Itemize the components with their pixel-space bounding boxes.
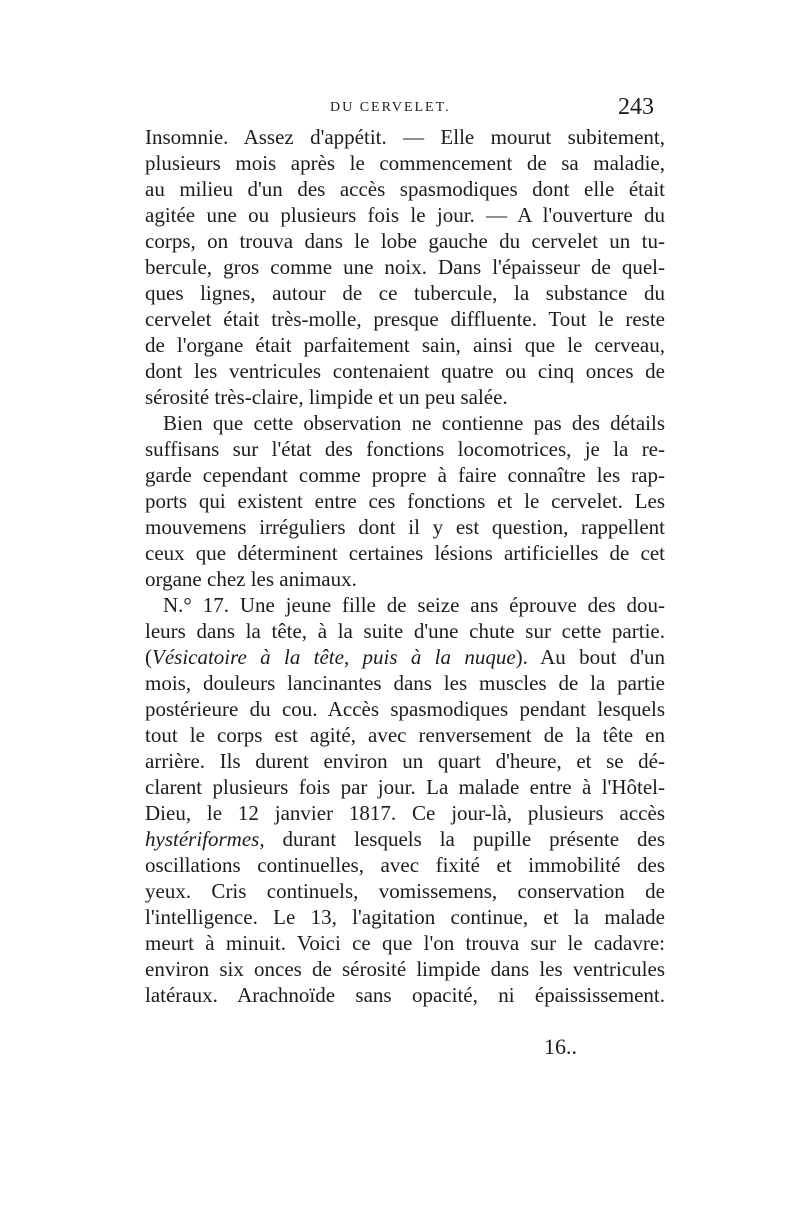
text-line-27: Dieu, le 12 janvier 1817. Ce jour-là, plusieurs accès <box>145 801 665 825</box>
text-line-34: latéraux. Arachnoïde sans opacité, ni épaississement. <box>145 983 665 1007</box>
text-line-18: organe chez les animaux. <box>145 567 357 591</box>
running-title: DU CERVELET. <box>330 100 451 115</box>
text-line-11: sérosité très-claire, limpide et un peu salée. <box>145 385 508 409</box>
signature-mark: 16.. <box>544 1034 577 1059</box>
text-line-20: leurs dans la tête, à la suite d'une chute sur cette partie. <box>145 619 665 643</box>
line21-remainder: ). Au bout d'un <box>515 645 666 669</box>
text-line-30: yeux. Cris continuels, vomissemens, conservation de <box>145 879 665 903</box>
text-line-14: garde cependant comme propre à faire connaître les rap- <box>145 463 665 487</box>
line28-remainder: , durant lesquels la pupille présente des <box>259 827 665 851</box>
text-line-19: N.° 17. Une jeune fille de seize ans éprouve des dou- <box>163 593 665 617</box>
page-number: 243 <box>618 94 654 120</box>
text-line-26: clarent plusieurs fois par jour. La malade entre à l'Hôtel- <box>145 775 665 799</box>
text-line-7: ques lignes, autour de ce tubercule, la substance du <box>145 281 665 305</box>
text-line-17: ceux que déterminent certaines lésions artificielles de cet <box>145 541 665 565</box>
text-line-29: oscillations continuelles, avec fixité et immobilité des <box>145 853 665 877</box>
text-line-24: tout le corps est agité, avec renversement de la tête en <box>145 723 665 747</box>
text-line-8: cervelet était très-molle, presque diffluente. Tout le reste <box>145 307 665 331</box>
italic-hysteriformes: hystériformes <box>145 827 260 851</box>
text-line-16: mouvemens irréguliers dont il y est question, rappellent <box>145 515 665 539</box>
body-text <box>145 124 665 1008</box>
italic-remedy: Vésicatoire à la tête, puis à la nuque <box>152 645 516 669</box>
text-line-2: plusieurs mois après le commencement de sa maladie, <box>145 151 665 175</box>
text-line-31: l'intelligence. Le 13, l'agitation continue, et la malade <box>145 905 665 929</box>
text-line-15: ports qui existent entre ces fonctions et le cervelet. Les <box>145 489 665 513</box>
text-line-13: suffisans sur l'état des fonctions locomotrices, je la re- <box>145 437 665 461</box>
text-line-25: arrière. Ils durent environ un quart d'heure, et se dé- <box>145 749 665 773</box>
text-line-23: postérieure du cou. Accès spasmodiques pendant lesquels <box>145 697 665 721</box>
text-line-3: au milieu d'un des accès spasmodiques dont elle était <box>145 177 665 201</box>
text-line-33: environ six onces de sérosité limpide dans les ventricules <box>145 957 665 981</box>
text-line-12: Bien que cette observation ne contienne pas des détails <box>163 411 665 435</box>
text-line-1: Insomnie. Assez d'appétit. — Elle mourut subitement, <box>145 125 665 149</box>
text-line-21 <box>145 644 665 670</box>
text-line-32: meurt à minuit. Voici ce que l'on trouva sur le cadavre: <box>145 931 665 955</box>
text-line-4: agitée une ou plusieurs fois le jour. — A l'ouverture du <box>145 203 665 227</box>
text-line-9: de l'organe était parfaitement sain, ainsi que le cerveau, <box>145 333 665 357</box>
text-line-10: dont les ventricules contenaient quatre ou cinq onces de <box>145 359 665 383</box>
text-line-5: corps, on trouva dans le lobe gauche du cervelet un tu- <box>145 229 665 253</box>
open-paren: ( <box>145 645 152 669</box>
text-line-28 <box>145 826 665 852</box>
text-line-22: mois, douleurs lancinantes dans les muscles de la partie <box>145 671 665 695</box>
text-line-6: bercule, gros comme une noix. Dans l'épaisseur de quel- <box>145 255 665 279</box>
